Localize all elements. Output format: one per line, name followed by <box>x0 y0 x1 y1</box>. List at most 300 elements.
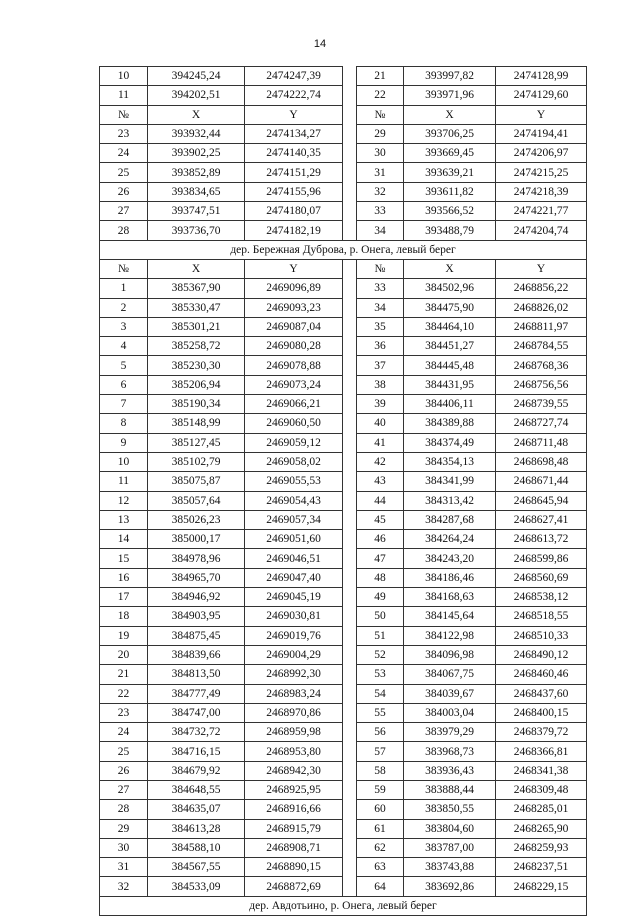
x-coordinate-cell: 384287,68 <box>404 510 496 529</box>
x-coordinate-cell: 384431,95 <box>404 375 496 394</box>
x-coordinate-cell: 384635,07 <box>148 800 245 819</box>
point-number-cell: 31 <box>100 858 148 877</box>
table-row <box>100 877 587 896</box>
y-coordinate-cell: 2468599,86 <box>496 549 587 568</box>
point-number-cell: 9 <box>100 433 148 452</box>
y-coordinate-cell: 2468942,30 <box>245 761 343 780</box>
table-row <box>100 742 587 761</box>
x-coordinate-cell: 384903,95 <box>148 607 245 626</box>
x-coordinate-cell: 385230,30 <box>148 356 245 375</box>
x-coordinate-cell: 384747,00 <box>148 703 245 722</box>
point-number-cell: 4 <box>100 337 148 356</box>
y-coordinate-cell: 2474194,41 <box>496 124 587 143</box>
column-gap <box>343 568 357 587</box>
y-coordinate-cell: 2469054,43 <box>245 491 343 510</box>
y-coordinate-cell: 2468510,33 <box>496 626 587 645</box>
y-coordinate-cell: 2469057,34 <box>245 510 343 529</box>
column-gap <box>343 607 357 626</box>
y-coordinate-cell: 2474180,07 <box>245 202 343 221</box>
y-coordinate-cell: 2469059,12 <box>245 433 343 452</box>
table-row <box>100 607 587 626</box>
column-gap <box>343 337 357 356</box>
table-row <box>100 838 587 857</box>
x-coordinate-cell: 384613,28 <box>148 819 245 838</box>
x-coordinate-cell: 385075,87 <box>148 472 245 491</box>
x-coordinate-cell: 384264,24 <box>404 530 496 549</box>
x-coordinate-cell: 384243,20 <box>404 549 496 568</box>
x-coordinate-cell: 385127,45 <box>148 433 245 452</box>
x-coordinate-cell: 384813,50 <box>148 665 245 684</box>
table-row <box>100 202 587 221</box>
point-number-cell: 21 <box>357 67 404 86</box>
y-coordinate-cell: 2469096,89 <box>245 279 343 298</box>
column-gap <box>343 182 357 201</box>
header-x: X <box>148 105 245 124</box>
point-number-cell: 63 <box>357 858 404 877</box>
table-row <box>100 510 587 529</box>
x-coordinate-cell: 384475,90 <box>404 298 496 317</box>
x-coordinate-cell: 383968,73 <box>404 742 496 761</box>
table-row <box>100 337 587 356</box>
y-coordinate-cell: 2474206,97 <box>496 144 587 163</box>
x-coordinate-cell: 393736,70 <box>148 221 245 240</box>
x-coordinate-cell: 393852,89 <box>148 163 245 182</box>
y-coordinate-cell: 2468992,30 <box>245 665 343 684</box>
y-coordinate-cell: 2468490,12 <box>496 645 587 664</box>
y-coordinate-cell: 2468959,98 <box>245 723 343 742</box>
point-number-cell: 37 <box>357 356 404 375</box>
y-coordinate-cell: 2468285,01 <box>496 800 587 819</box>
y-coordinate-cell: 2468756,56 <box>496 375 587 394</box>
point-number-cell: 27 <box>100 202 148 221</box>
y-coordinate-cell: 2474134,27 <box>245 124 343 143</box>
column-gap <box>343 645 357 664</box>
y-coordinate-cell: 2474215,25 <box>496 163 587 182</box>
y-coordinate-cell: 2468811,97 <box>496 317 587 336</box>
table-row <box>100 298 587 317</box>
y-coordinate-cell: 2468768,36 <box>496 356 587 375</box>
y-coordinate-cell: 2468916,66 <box>245 800 343 819</box>
point-number-cell: 22 <box>100 684 148 703</box>
section-title-row <box>100 896 587 915</box>
y-coordinate-cell: 2468671,44 <box>496 472 587 491</box>
x-coordinate-cell: 384122,98 <box>404 626 496 645</box>
table-row <box>100 645 587 664</box>
y-coordinate-cell: 2469058,02 <box>245 452 343 471</box>
point-number-cell: 40 <box>357 414 404 433</box>
section-title-berezhnaya-dubrova: дер. Бережная Дуброва, р. Онега, левый берег <box>100 240 587 259</box>
y-coordinate-cell: 2474128,99 <box>496 67 587 86</box>
y-coordinate-cell: 2468400,15 <box>496 703 587 722</box>
x-coordinate-cell: 383787,00 <box>404 838 496 857</box>
table-row <box>100 452 587 471</box>
y-coordinate-cell: 2469066,21 <box>245 395 343 414</box>
point-number-cell: 10 <box>100 452 148 471</box>
point-number-cell: 38 <box>357 375 404 394</box>
x-coordinate-cell: 384341,99 <box>404 472 496 491</box>
point-number-cell: 60 <box>357 800 404 819</box>
x-coordinate-cell: 385026,23 <box>148 510 245 529</box>
column-gap <box>343 800 357 819</box>
table-row <box>100 761 587 780</box>
x-coordinate-cell: 393997,82 <box>404 67 496 86</box>
y-coordinate-cell: 2469047,40 <box>245 568 343 587</box>
y-coordinate-cell: 2469019,76 <box>245 626 343 645</box>
point-number-cell: 34 <box>357 221 404 240</box>
x-coordinate-cell: 393747,51 <box>148 202 245 221</box>
x-coordinate-cell: 385301,21 <box>148 317 245 336</box>
x-coordinate-cell: 393706,25 <box>404 124 496 143</box>
point-number-cell: 33 <box>357 202 404 221</box>
column-gap <box>343 279 357 298</box>
point-number-cell: 22 <box>357 86 404 105</box>
x-coordinate-cell: 393611,82 <box>404 182 496 201</box>
point-number-cell: 29 <box>357 124 404 143</box>
x-coordinate-cell: 384067,75 <box>404 665 496 684</box>
column-gap <box>343 67 357 86</box>
column-gap <box>343 780 357 799</box>
y-coordinate-cell: 2474221,77 <box>496 202 587 221</box>
column-gap <box>343 723 357 742</box>
table-row <box>100 723 587 742</box>
y-coordinate-cell: 2468784,55 <box>496 337 587 356</box>
y-coordinate-cell: 2468645,94 <box>496 491 587 510</box>
point-number-cell: 12 <box>100 491 148 510</box>
point-number-cell: 10 <box>100 67 148 86</box>
point-number-cell: 25 <box>100 163 148 182</box>
coordinates-table-body <box>100 67 587 916</box>
point-number-cell: 14 <box>100 530 148 549</box>
point-number-cell: 11 <box>100 472 148 491</box>
y-coordinate-cell: 2468925,95 <box>245 780 343 799</box>
column-gap <box>343 626 357 645</box>
x-coordinate-cell: 384875,45 <box>148 626 245 645</box>
y-coordinate-cell: 2469030,81 <box>245 607 343 626</box>
table-row <box>100 375 587 394</box>
y-coordinate-cell: 2468856,22 <box>496 279 587 298</box>
column-gap <box>343 530 357 549</box>
y-coordinate-cell: 2468538,12 <box>496 588 587 607</box>
header-x: X <box>404 259 496 278</box>
header-number: № <box>357 259 404 278</box>
table-row <box>100 800 587 819</box>
x-coordinate-cell: 393902,25 <box>148 144 245 163</box>
header-y: Y <box>496 259 587 278</box>
y-coordinate-cell: 2468711,48 <box>496 433 587 452</box>
x-coordinate-cell: 383979,29 <box>404 723 496 742</box>
point-number-cell: 42 <box>357 452 404 471</box>
x-coordinate-cell: 384354,13 <box>404 452 496 471</box>
point-number-cell: 54 <box>357 684 404 703</box>
point-number-cell: 53 <box>357 665 404 684</box>
point-number-cell: 19 <box>100 626 148 645</box>
column-gap <box>343 472 357 491</box>
y-coordinate-cell: 2468826,02 <box>496 298 587 317</box>
point-number-cell: 11 <box>100 86 148 105</box>
y-coordinate-cell: 2469060,50 <box>245 414 343 433</box>
x-coordinate-cell: 385206,94 <box>148 375 245 394</box>
section-title-avdotino: дер. Авдотьино, р. Онега, левый берег <box>100 896 587 915</box>
x-coordinate-cell: 385148,99 <box>148 414 245 433</box>
y-coordinate-cell: 2474151,29 <box>245 163 343 182</box>
x-coordinate-cell: 384732,72 <box>148 723 245 742</box>
y-coordinate-cell: 2468437,60 <box>496 684 587 703</box>
table-row <box>100 182 587 201</box>
point-number-cell: 61 <box>357 819 404 838</box>
table-row <box>100 433 587 452</box>
point-number-cell: 32 <box>357 182 404 201</box>
x-coordinate-cell: 384096,98 <box>404 645 496 664</box>
point-number-cell: 36 <box>357 337 404 356</box>
point-number-cell: 7 <box>100 395 148 414</box>
y-coordinate-cell: 2468309,48 <box>496 780 587 799</box>
y-coordinate-cell: 2468983,24 <box>245 684 343 703</box>
point-number-cell: 35 <box>357 317 404 336</box>
x-coordinate-cell: 393488,79 <box>404 221 496 240</box>
point-number-cell: 30 <box>357 144 404 163</box>
y-coordinate-cell: 2468915,79 <box>245 819 343 838</box>
point-number-cell: 8 <box>100 414 148 433</box>
table-row <box>100 279 587 298</box>
x-coordinate-cell: 384839,66 <box>148 645 245 664</box>
point-number-cell: 32 <box>100 877 148 896</box>
x-coordinate-cell: 393566,52 <box>404 202 496 221</box>
x-coordinate-cell: 384533,09 <box>148 877 245 896</box>
y-coordinate-cell: 2469045,19 <box>245 588 343 607</box>
point-number-cell: 6 <box>100 375 148 394</box>
y-coordinate-cell: 2468341,38 <box>496 761 587 780</box>
y-coordinate-cell: 2469055,53 <box>245 472 343 491</box>
point-number-cell: 57 <box>357 742 404 761</box>
column-gap <box>343 452 357 471</box>
x-coordinate-cell: 383804,60 <box>404 819 496 838</box>
column-gap <box>343 356 357 375</box>
point-number-cell: 47 <box>357 549 404 568</box>
table-row <box>100 491 587 510</box>
x-coordinate-cell: 384946,92 <box>148 588 245 607</box>
table-row <box>100 356 587 375</box>
column-gap <box>343 877 357 896</box>
point-number-cell: 29 <box>100 819 148 838</box>
table-row <box>100 549 587 568</box>
table-row <box>100 144 587 163</box>
x-coordinate-cell: 385057,64 <box>148 491 245 510</box>
x-coordinate-cell: 384451,27 <box>404 337 496 356</box>
y-coordinate-cell: 2468237,51 <box>496 858 587 877</box>
x-coordinate-cell: 393669,45 <box>404 144 496 163</box>
y-coordinate-cell: 2468727,74 <box>496 414 587 433</box>
table-header-row <box>100 259 587 278</box>
y-coordinate-cell: 2474182,19 <box>245 221 343 240</box>
point-number-cell: 27 <box>100 780 148 799</box>
column-gap <box>343 549 357 568</box>
column-gap <box>343 395 357 414</box>
y-coordinate-cell: 2469087,04 <box>245 317 343 336</box>
column-gap <box>343 665 357 684</box>
coordinates-table <box>99 66 587 916</box>
y-coordinate-cell: 2468627,41 <box>496 510 587 529</box>
y-coordinate-cell: 2468908,71 <box>245 838 343 857</box>
point-number-cell: 13 <box>100 510 148 529</box>
header-x: X <box>148 259 245 278</box>
x-coordinate-cell: 384389,88 <box>404 414 496 433</box>
x-coordinate-cell: 384978,96 <box>148 549 245 568</box>
column-gap <box>343 375 357 394</box>
table-row <box>100 221 587 240</box>
x-coordinate-cell: 385330,47 <box>148 298 245 317</box>
point-number-cell: 23 <box>100 703 148 722</box>
point-number-cell: 50 <box>357 607 404 626</box>
x-coordinate-cell: 384777,49 <box>148 684 245 703</box>
point-number-cell: 24 <box>100 723 148 742</box>
column-gap <box>343 588 357 607</box>
column-gap <box>343 202 357 221</box>
x-coordinate-cell: 384464,10 <box>404 317 496 336</box>
table-row <box>100 780 587 799</box>
y-coordinate-cell: 2468229,15 <box>496 877 587 896</box>
x-coordinate-cell: 383888,44 <box>404 780 496 799</box>
table-row <box>100 703 587 722</box>
table-row <box>100 163 587 182</box>
header-y: Y <box>496 105 587 124</box>
y-coordinate-cell: 2468518,55 <box>496 607 587 626</box>
y-coordinate-cell: 2468739,55 <box>496 395 587 414</box>
y-coordinate-cell: 2468890,15 <box>245 858 343 877</box>
table-row <box>100 684 587 703</box>
point-number-cell: 51 <box>357 626 404 645</box>
column-gap <box>343 259 357 278</box>
y-coordinate-cell: 2468953,80 <box>245 742 343 761</box>
point-number-cell: 31 <box>357 163 404 182</box>
point-number-cell: 24 <box>100 144 148 163</box>
table-row <box>100 86 587 105</box>
y-coordinate-cell: 2468560,69 <box>496 568 587 587</box>
point-number-cell: 41 <box>357 433 404 452</box>
column-gap <box>343 742 357 761</box>
x-coordinate-cell: 393971,96 <box>404 86 496 105</box>
point-number-cell: 17 <box>100 588 148 607</box>
point-number-cell: 44 <box>357 491 404 510</box>
y-coordinate-cell: 2469078,88 <box>245 356 343 375</box>
point-number-cell: 28 <box>100 221 148 240</box>
table-row <box>100 67 587 86</box>
column-gap <box>343 703 357 722</box>
y-coordinate-cell: 2469093,23 <box>245 298 343 317</box>
y-coordinate-cell: 2468613,72 <box>496 530 587 549</box>
page-number: 14 <box>313 38 327 50</box>
x-coordinate-cell: 385258,72 <box>148 337 245 356</box>
y-coordinate-cell: 2469073,24 <box>245 375 343 394</box>
y-coordinate-cell: 2474140,35 <box>245 144 343 163</box>
x-coordinate-cell: 384145,64 <box>404 607 496 626</box>
header-y: Y <box>245 259 343 278</box>
point-number-cell: 25 <box>100 742 148 761</box>
x-coordinate-cell: 384679,92 <box>148 761 245 780</box>
point-number-cell: 52 <box>357 645 404 664</box>
column-gap <box>343 163 357 182</box>
x-coordinate-cell: 393834,65 <box>148 182 245 201</box>
table-row <box>100 317 587 336</box>
x-coordinate-cell: 384374,49 <box>404 433 496 452</box>
y-coordinate-cell: 2468872,69 <box>245 877 343 896</box>
x-coordinate-cell: 394202,51 <box>148 86 245 105</box>
point-number-cell: 45 <box>357 510 404 529</box>
x-coordinate-cell: 383692,86 <box>404 877 496 896</box>
header-number: № <box>100 105 148 124</box>
header-number: № <box>357 105 404 124</box>
x-coordinate-cell: 394245,24 <box>148 67 245 86</box>
header-y: Y <box>245 105 343 124</box>
x-coordinate-cell: 383850,55 <box>404 800 496 819</box>
x-coordinate-cell: 384186,46 <box>404 568 496 587</box>
table-row <box>100 568 587 587</box>
column-gap <box>343 86 357 105</box>
x-coordinate-cell: 384406,11 <box>404 395 496 414</box>
y-coordinate-cell: 2468265,90 <box>496 819 587 838</box>
point-number-cell: 62 <box>357 838 404 857</box>
point-number-cell: 2 <box>100 298 148 317</box>
column-gap <box>343 298 357 317</box>
point-number-cell: 15 <box>100 549 148 568</box>
point-number-cell: 23 <box>100 124 148 143</box>
x-coordinate-cell: 385102,79 <box>148 452 245 471</box>
table-row <box>100 858 587 877</box>
column-gap <box>343 144 357 163</box>
table-header-row <box>100 105 587 124</box>
x-coordinate-cell: 384965,70 <box>148 568 245 587</box>
y-coordinate-cell: 2468460,46 <box>496 665 587 684</box>
y-coordinate-cell: 2469046,51 <box>245 549 343 568</box>
point-number-cell: 58 <box>357 761 404 780</box>
point-number-cell: 3 <box>100 317 148 336</box>
x-coordinate-cell: 384502,96 <box>404 279 496 298</box>
point-number-cell: 56 <box>357 723 404 742</box>
point-number-cell: 5 <box>100 356 148 375</box>
point-number-cell: 49 <box>357 588 404 607</box>
table-row <box>100 819 587 838</box>
column-gap <box>343 317 357 336</box>
point-number-cell: 64 <box>357 877 404 896</box>
y-coordinate-cell: 2469080,28 <box>245 337 343 356</box>
x-coordinate-cell: 384039,67 <box>404 684 496 703</box>
x-coordinate-cell: 384313,42 <box>404 491 496 510</box>
column-gap <box>343 221 357 240</box>
y-coordinate-cell: 2468366,81 <box>496 742 587 761</box>
y-coordinate-cell: 2474222,74 <box>245 86 343 105</box>
y-coordinate-cell: 2474129,60 <box>496 86 587 105</box>
y-coordinate-cell: 2474204,74 <box>496 221 587 240</box>
table-row <box>100 472 587 491</box>
x-coordinate-cell: 383743,88 <box>404 858 496 877</box>
y-coordinate-cell: 2474247,39 <box>245 67 343 86</box>
y-coordinate-cell: 2469004,29 <box>245 645 343 664</box>
header-number: № <box>100 259 148 278</box>
x-coordinate-cell: 384648,55 <box>148 780 245 799</box>
table-row <box>100 665 587 684</box>
table-row <box>100 626 587 645</box>
point-number-cell: 28 <box>100 800 148 819</box>
point-number-cell: 16 <box>100 568 148 587</box>
x-coordinate-cell: 384168,63 <box>404 588 496 607</box>
point-number-cell: 20 <box>100 645 148 664</box>
table-row <box>100 124 587 143</box>
x-coordinate-cell: 393639,21 <box>404 163 496 182</box>
y-coordinate-cell: 2468259,93 <box>496 838 587 857</box>
y-coordinate-cell: 2474218,39 <box>496 182 587 201</box>
point-number-cell: 43 <box>357 472 404 491</box>
x-coordinate-cell: 385000,17 <box>148 530 245 549</box>
point-number-cell: 39 <box>357 395 404 414</box>
